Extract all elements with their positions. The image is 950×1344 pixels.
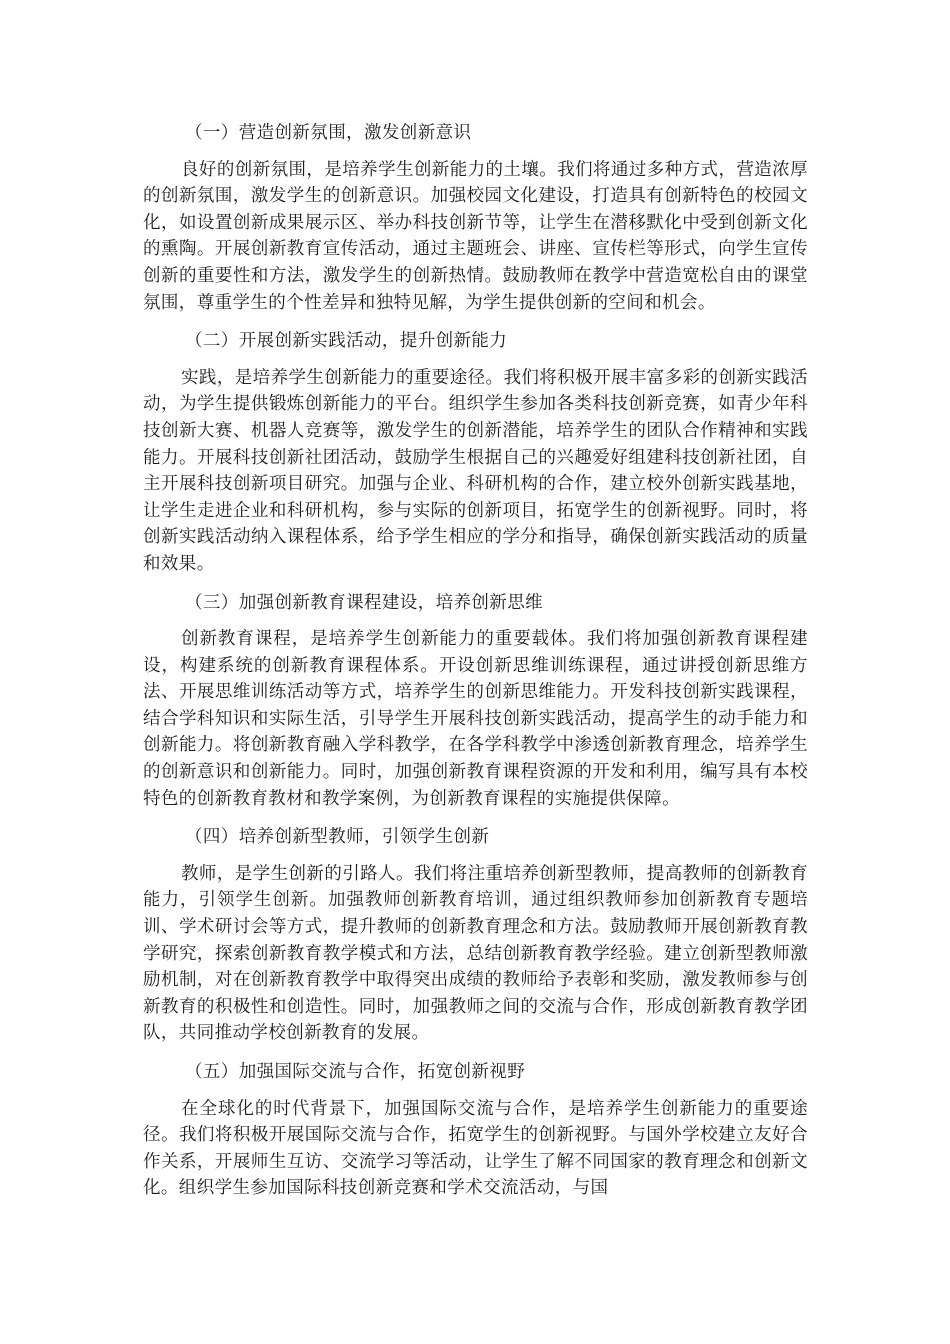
- section-heading-3: （三）加强创新教育课程建设，培养创新思维: [185, 592, 543, 613]
- section-body-5: 在全球化的时代背景下，加强国际交流与合作，是培养学生创新能力的重要途径。我们将积极开展国际交流与合作，拓宽学生的创新视野。与国外学校建立友好合作关系，开展师生互访、交流学习等活动，让学生了解不同国家的教育理念和创新文化。组织学生参加国际科技创新竞赛和学术交流活动，与国: [143, 1098, 808, 1199]
- section-body-4: 教师，是学生创新的引路人。我们将注重培养创新型教师，提高教师的创新教育能力，引领学生创新。加强教师创新教育培训，通过组织教师参加创新教育专题培训、学术研讨会等方式，提升教师的创新教育理念和方法。鼓励教师开展创新教育教学研究，探索创新教育教学模式和方法，总结创新教育教学经验。建立创新型教师激励机制，对在创新教育教学中取得突出成绩的教师给予表彰和奖励，激发教师参与创新教育的积极性和创造性。同时，加强教师之间的交流与合作，形成创新教育教学团队，共同推动学校创新教育的发展。: [143, 863, 808, 1044]
- section-heading-4: （四）培养创新型教师，引领学生创新: [185, 827, 490, 848]
- section-body-3: 创新教育课程，是培养学生创新能力的重要载体。我们将加强创新教育课程建设，构建系统的创新教育课程体系。开设创新思维训练课程，通过讲授创新思维方法、开展思维训练活动等方式，培养学生的创新思维能力。开发科技创新实践课程，结合学科知识和实际生活，引导学生开展科技创新实践活动，提高学生的动手能力和创新能力。将创新教育融入学科教学，在各学科教学中渗透创新教育理念，培养学生的创新意识和创新能力。同时，加强创新教育课程资源的开发和利用，编写具有本校特色的创新教育教材和教学案例，为创新教育课程的实施提供保障。: [143, 629, 808, 809]
- section-heading-5: （五）加强国际交流与合作，拓宽创新视野: [185, 1062, 526, 1082]
- document-body: [143, 120, 808, 1214]
- section-heading-2: （二）开展创新实践活动，提升创新能力: [185, 331, 508, 352]
- section-body-1: 良好的创新氛围，是培养学生创新能力的土壤。我们将通过多种方式，营造浓厚的创新氛围，激发学生的创新意识。加强校园文化建设，打造具有创新特色的校园文化，如设置创新成果展示区、举办科技创新节等，让学生在潜移默化中受到创新文化的熏陶。开展创新教育宣传活动，通过主题班会、讲座、宣传栏等形式，向学生宣传创新的重要性和方法，激发学生的创新热情。鼓励教师在教学中营造宽松自由的课堂氛围，尊重学生的个性差异和独特见解，为学生提供创新的空间和机会。: [143, 159, 808, 313]
- section-heading-1: （一）营造创新氛围，激发创新意识: [185, 123, 472, 143]
- section-body-2: 实践，是培养学生创新能力的重要途径。我们将积极开展丰富多彩的创新实践活动，为学生提供锻炼创新能力的平台。组织学生参加各类科技创新竞赛，如青少年科技创新大赛、机器人竞赛等，激发学生的创新潜能，培养学生的团队合作精神和实践能力。开展科技创新社团活动，鼓励学生根据自己的兴趣爱好组建科技创新社团，自主开展科技创新项目研究。加强与企业、科研机构的合作，建立校外创新实践基地，让学生走进企业和科研机构，参与实际的创新项目，拓宽学生的创新视野。同时，将创新实践活动纳入课程体系，给予学生相应的学分和指导，确保创新实践活动的质量和效果。: [143, 367, 808, 574]
